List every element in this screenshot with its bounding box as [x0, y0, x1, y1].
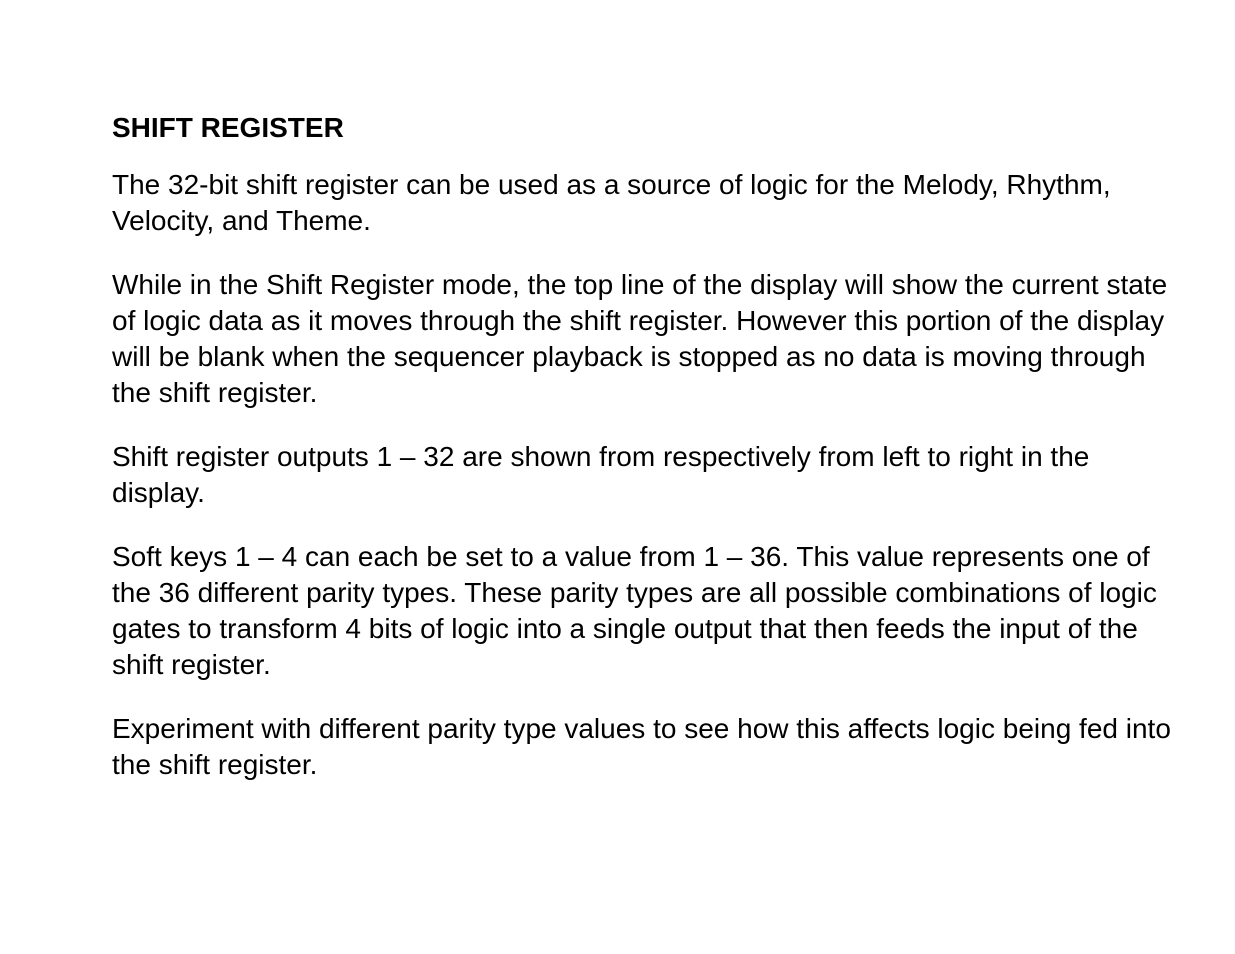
paragraph-intro: The 32-bit shift register can be used as a source of logic for the Melody, Rhythm, Velocity, and Theme. — [112, 169, 1111, 236]
paragraph-soft-keys: Soft keys 1 – 4 can each be set to a value from 1 – 36. This value represents one of the 36 different parity types. These parity types are all possible combinations of logic gates to transform 4 bits of logic into a single output that then feeds the input of the shift register. — [112, 541, 1157, 680]
document-page — [112, 111, 1172, 811]
paragraph-outputs: Shift register outputs 1 – 32 are shown from respectively from left to right in the display. — [112, 441, 1090, 508]
paragraph-display-mode: While in the Shift Register mode, the top line of the display will show the current state of logic data as it moves through the shift register. However this portion of the display will be blank when the sequencer playback is stopped as no data is moving through the shift register. — [112, 269, 1168, 408]
section-heading: SHIFT REGISTER — [112, 112, 344, 143]
paragraph-experiment: Experiment with different parity type values to see how this affects logic being fed into the shift register. — [112, 713, 1171, 780]
